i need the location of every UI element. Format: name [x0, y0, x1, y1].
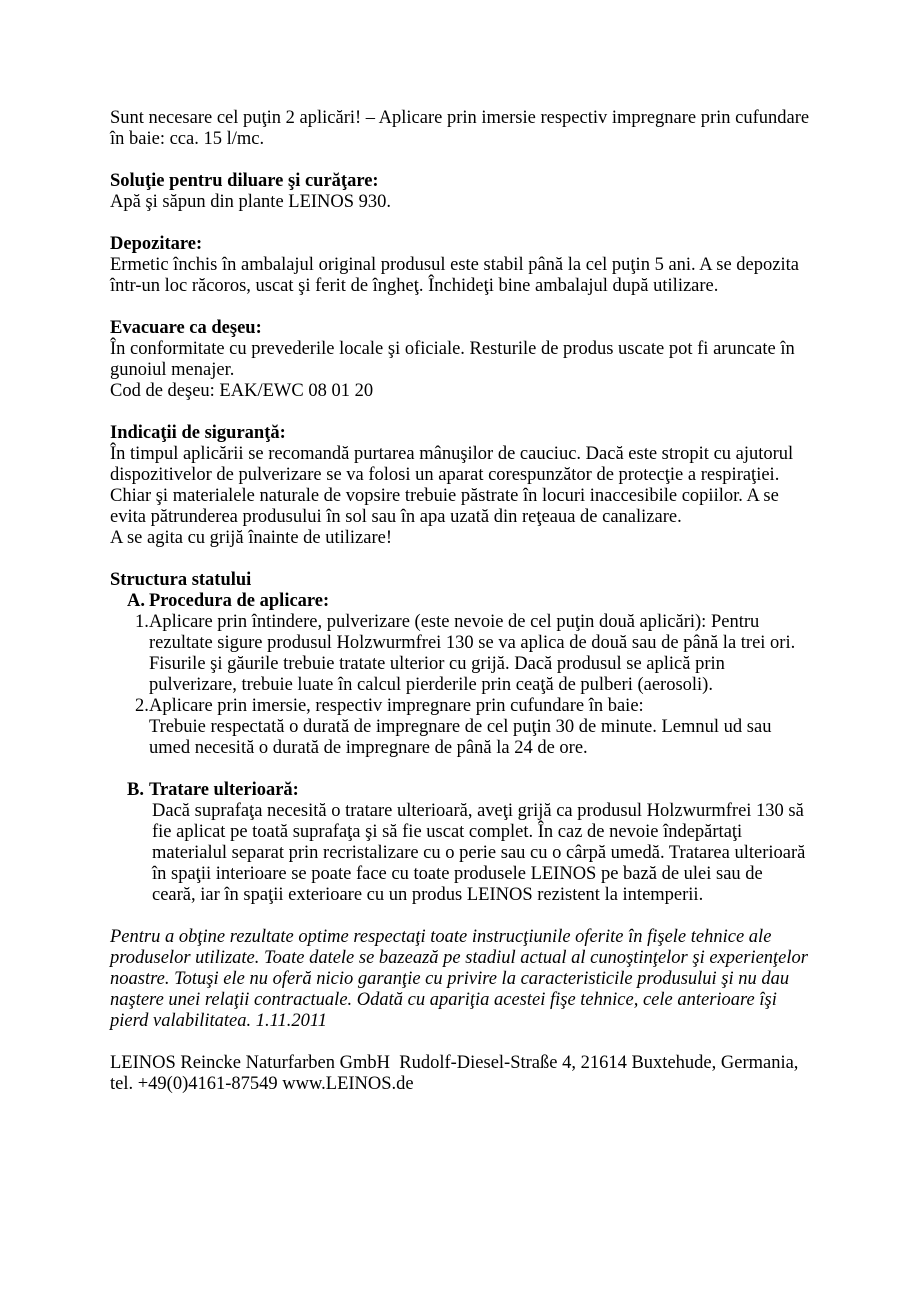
- disposal-section: [110, 318, 810, 402]
- procedure-item-2: [135, 696, 810, 759]
- dilution-heading: Soluţie pentru diluare şi curăţare:: [110, 171, 379, 191]
- item-1-number: 1.: [135, 612, 149, 632]
- storage-heading: Depozitare:: [110, 234, 203, 254]
- disposal-heading: Evacuare ca deşeu:: [110, 318, 262, 338]
- procedure-block: [127, 591, 810, 759]
- safety-body: În timpul aplicării se recomandă purtarea mânuşilor de cauciuc. Dacă este stropit cu ajutorul dispozitivelor de pulverizare se va folosi un aparat corespunzător de protecţie a respiraţiei. Chiar şi materialele naturale de vopsire trebuie păstrate în locuri inaccesibile copiilor. A se evita pătrunderea produsului în sol sau în apa uzată din reţeaua de canalizare.: [110, 444, 794, 527]
- safety-heading: Indicaţii de siguranţă:: [110, 423, 286, 443]
- item-2-line-2: Trebuie respectată o durată de impregnare de cel puţin 30 de minute. Lemnul ud sau umed necesită o durată de impregnare de până la 24 de ore.: [149, 717, 772, 758]
- shake-note: A se agita cu grijă înainte de utilizare!: [110, 528, 393, 548]
- safety-section: [110, 423, 810, 549]
- storage-section: [110, 234, 810, 297]
- item-1-text: Aplicare prin întindere, pulverizare (este nevoie de cel puţin două aplicări): Pentru rezultate sigure produsul Holzwurmfrei 130 se va aplica de două sau de până la trei ori. Fisurile şi găurile trebuie tratate ulterior cu grijă. Dacă produsul se aplică prin pulverizare, trebuie luate în calcul pierderile prin ceaţă de pulberi (aerosoli).: [149, 612, 796, 695]
- item-2-text: [149, 696, 810, 759]
- procedure-item-1: [135, 612, 810, 696]
- structure-section: [110, 570, 810, 906]
- storage-body: Ermetic închis în ambalajul original produsul este stabil până la cel puţin 5 ani. A se depozita într-un loc răcoros, uscat şi ferit de îngheţ. Închideţi bine ambalajul după utilizare.: [110, 255, 799, 296]
- procedure-label: A.: [127, 591, 145, 611]
- disclaimer-paragraph: Pentru a obţine rezultate optime respectaţi toate instrucţiunile oferite în fişele tehnice ale produselor utilizate. Toate datele se bazează pe stadiul actual al cunoştinţelor şi experienţelor noastre. Totuşi ele nu oferă nicio garanţie cu privire la caracteristicile produsului şi nu dau naştere unei relaţii contractuale. Odată cu apariţia acestei fişe tehnice, cele anterioare îşi pierd valabilitatea. 1.11.2011: [110, 927, 808, 1031]
- aftercare-label: B.: [127, 780, 144, 800]
- disposal-body: În conformitate cu prevederile locale şi oficiale. Resturile de produs uscate pot fi aruncate în gunoiul menajer.: [110, 339, 795, 380]
- dilution-body: Apă şi săpun din plante LEINOS 930.: [110, 192, 392, 212]
- item-2-line-1: Aplicare prin imersie, respectiv impregnare prin cufundare în baie:: [149, 696, 644, 716]
- waste-code: Cod de deşeu: EAK/EWC 08 01 20: [110, 381, 374, 401]
- item-2-number: 2.: [135, 696, 149, 716]
- aftercare-block: [127, 780, 810, 906]
- intro-paragraph: Sunt necesare cel puţin 2 aplicări! – Aplicare prin imersie respectiv impregnare prin cufundare în baie: cca. 15 l/mc.: [110, 108, 810, 149]
- structure-heading: Structura statului: [110, 570, 252, 590]
- aftercare-title: Tratare ulterioară:: [149, 780, 299, 800]
- dilution-section: [110, 171, 810, 213]
- procedure-heading: [127, 591, 810, 612]
- company-footer: LEINOS Reincke Naturfarben GmbH Rudolf-Diesel-Straße 4, 21614 Buxtehude, Germania, tel. +49(0)4161-87549 www.LEINOS.de: [110, 1053, 804, 1094]
- aftercare-heading: [127, 780, 810, 801]
- aftercare-body: Dacă suprafaţa necesită o tratare ulterioară, aveţi grijă ca produsul Holzwurmfrei 130 să fie aplicat pe toată suprafaţa şi să fie uscat complet. În caz de nevoie îndepărtaţi materialul separat prin recristalizare cu o perie sau cu o cârpă umedă. Tratarea ulterioară în spaţii interioare se poate face cu toate produsele LEINOS pe bază de ulei sau de ceară, iar în spaţii exterioare cu un produs LEINOS rezistent la intemperii.: [152, 801, 806, 905]
- procedure-title: Procedura de aplicare:: [149, 591, 330, 611]
